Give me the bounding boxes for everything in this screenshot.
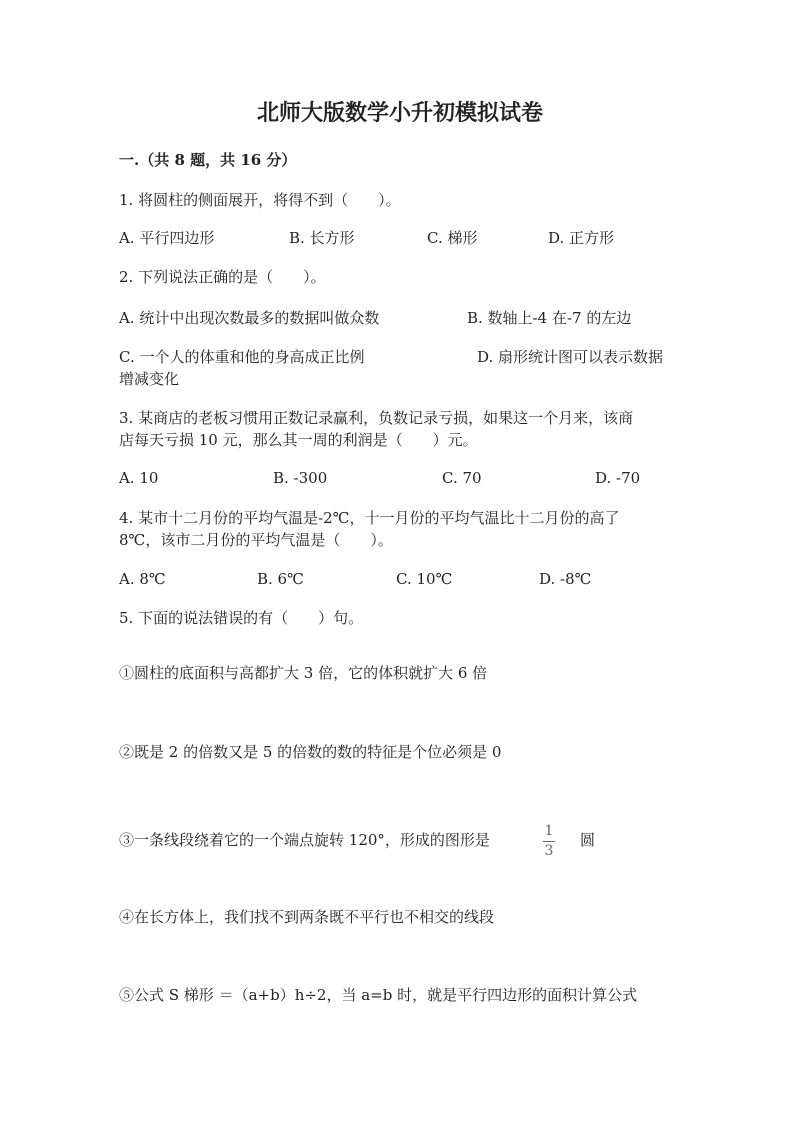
question-5-statement-3-suffix: 圆 <box>580 831 596 849</box>
fraction-numerator: 1 <box>544 823 554 839</box>
question-1-option-c: C. 梯形 <box>427 229 478 247</box>
question-4-stem-line2: 8℃，该市二月份的平均气温是（ ）。 <box>119 531 393 549</box>
page-title: 北师大版数学小升初模拟试卷 <box>256 100 543 126</box>
question-1-option-a: A. 平行四边形 <box>119 229 215 247</box>
fraction-bar <box>543 841 555 842</box>
question-4-option-b: B. 6℃ <box>257 570 304 588</box>
question-3-option-c: C. 70 <box>442 469 482 487</box>
question-1-stem: 1. 将圆柱的侧面展开，将得不到（ ）。 <box>119 191 401 209</box>
question-5-statement-3: ③一条线段绕着它的一个端点旋转 120°，形成的图形是 <box>119 831 490 849</box>
question-2-option-b: B. 数轴上-4 在-7 的左边 <box>467 309 632 327</box>
question-5-statement-4: ④在长方体上，我们找不到两条既不平行也不相交的线段 <box>119 908 495 926</box>
question-3-option-b: B. -300 <box>273 469 328 487</box>
question-5-statement-5: ⑤公式 S 梯形 ＝（a+b）h÷2，当 a=b 时，就是平行四边形的面积计算公式 <box>119 986 638 1004</box>
fraction-one-third <box>543 824 555 858</box>
question-3-stem-line1: 3. 某商店的老板习惯用正数记录赢利，负数记录亏损，如果这一个月来，该商 <box>119 409 634 427</box>
question-5-statement-2: ②既是 2 的倍数又是 5 的倍数的数的特征是个位必须是 0 <box>119 743 502 761</box>
question-2-option-c: C. 一个人的体重和他的身高成正比例 <box>119 348 365 366</box>
question-4-option-d: D. -8℃ <box>539 570 592 588</box>
question-4-option-c: C. 10℃ <box>396 570 453 588</box>
question-3-option-a: A. 10 <box>119 469 159 487</box>
question-5-stem: 5. 下面的说法错误的有（ ）句。 <box>119 609 364 627</box>
question-5-statement-1: ①圆柱的底面积与高都扩大 3 倍，它的体积就扩大 6 倍 <box>119 664 488 682</box>
question-4-option-a: A. 8℃ <box>119 570 166 588</box>
question-1-option-d: D. 正方形 <box>548 229 615 247</box>
question-2-stem: 2. 下列说法正确的是（ ）。 <box>119 268 326 286</box>
question-2-option-d-continued: 增减变化 <box>119 370 180 388</box>
question-1-option-b: B. 长方形 <box>289 229 355 247</box>
question-2-option-d: D. 扇形统计图可以表示数据 <box>477 348 664 366</box>
question-2-option-a: A. 统计中出现次数最多的数据叫做众数 <box>119 309 380 327</box>
section-heading: 一.（共 8 题，共 16 分） <box>119 151 297 169</box>
fraction-denominator: 3 <box>544 843 554 859</box>
question-4-stem-line1: 4. 某市十二月份的平均气温是-2℃，十一月份的平均气温比十二月份的高了 <box>119 509 620 527</box>
question-3-stem-line2: 店每天亏损 10 元，那么其一周的利润是（ ）元。 <box>119 431 478 449</box>
question-3-option-d: D. -70 <box>595 469 641 487</box>
